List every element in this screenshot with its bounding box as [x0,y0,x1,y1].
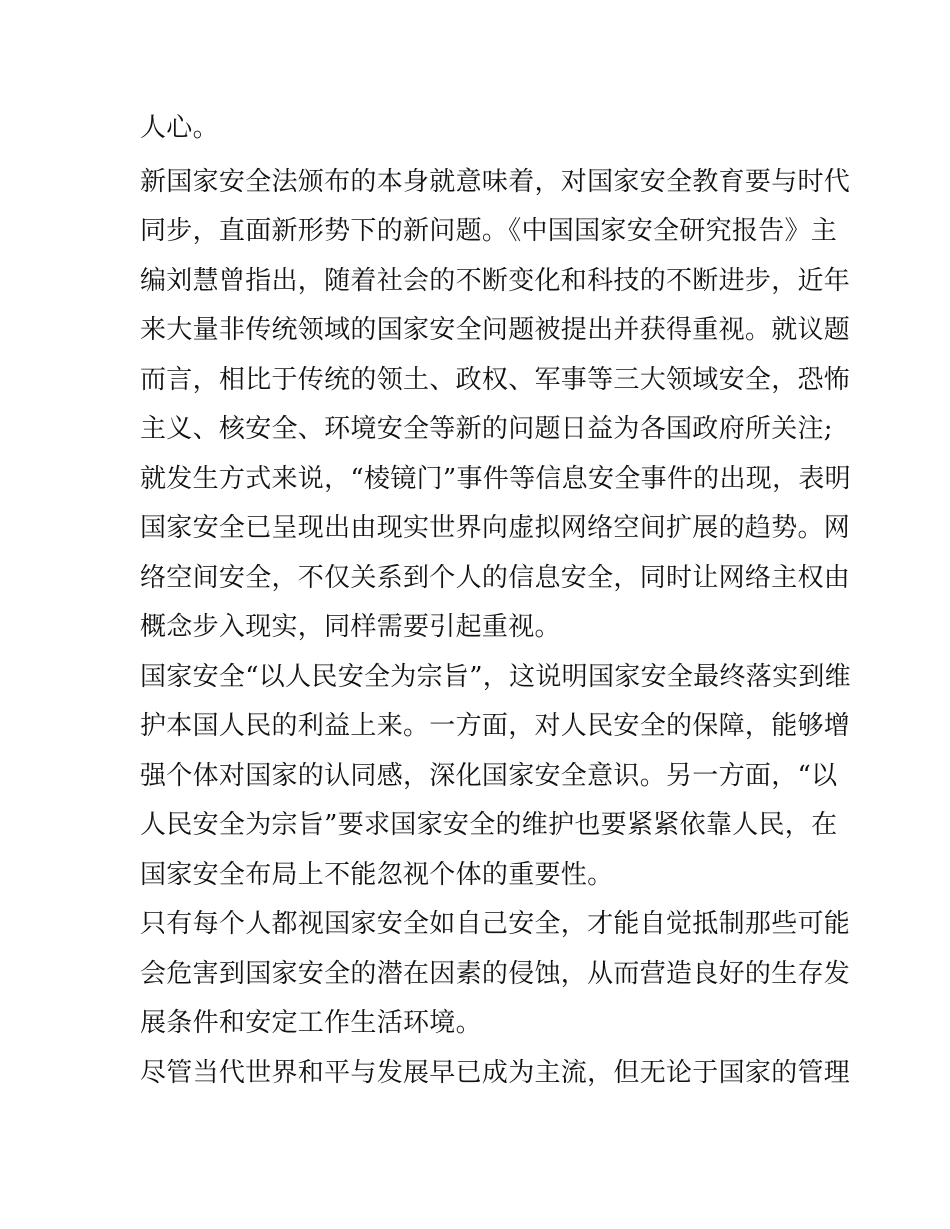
text-line: 主义、核安全、环境安全等新的问题日益为各国政府所关注; [140,414,833,444]
text-line: 国家安全“以人民安全为宗旨”，这说明国家安全最终落实到维 [140,662,851,692]
text-line: 新国家安全法颁布的本身就意味着，对国家安全教育要与时代 [140,167,851,197]
text-line: 国家安全已呈现出由现实世界向虚拟网络空间扩展的趋势。网 [140,513,851,543]
text-line: 会危害到国家安全的潜在因素的侵蚀，从而营造良好的生存发 [140,959,851,989]
text-line: 强个体对国家的认同感，深化国家安全意识。另一方面，“以 [140,761,838,791]
text-line: 国家安全布局上不能忽视个体的重要性。 [140,860,614,890]
text-line: 展条件和安定工作生活环境。 [140,1008,482,1038]
text-line: 而言，相比于传统的领土、政权、军事等三大领域安全，恐怖 [140,365,851,395]
text-line: 络空间安全，不仅关系到个人的信息安全，同时让网络主权由 [140,563,851,593]
text-line: 编刘慧曾指出，随着社会的不断变化和科技的不断进步，近年 [140,266,851,296]
text-line: 概念步入现实，同样需要引起重视。 [140,612,561,642]
text-line: 来大量非传统领域的国家安全问题被提出并获得重视。就议题 [140,315,851,345]
text-line: 同步，直面新形势下的新问题。《中国国家安全研究报告》主 [140,216,838,246]
text-line: 护本国人民的利益上来。一方面，对人民安全的保障，能够增 [140,711,851,741]
text-line: 就发生方式来说，“棱镜门”事件等信息安全事件的出现，表明 [140,464,851,494]
text-line: 人民安全为宗旨”要求国家安全的维护也要紧紧依靠人民，在 [140,810,838,840]
text-line: 人心。 [140,113,219,143]
text-line: 尽管当代世界和平与发展早已成为主流，但无论于国家的管理 [140,1058,851,1088]
text-line: 只有每个人都视国家安全如自己安全，才能自觉抵制那些可能 [140,909,851,939]
